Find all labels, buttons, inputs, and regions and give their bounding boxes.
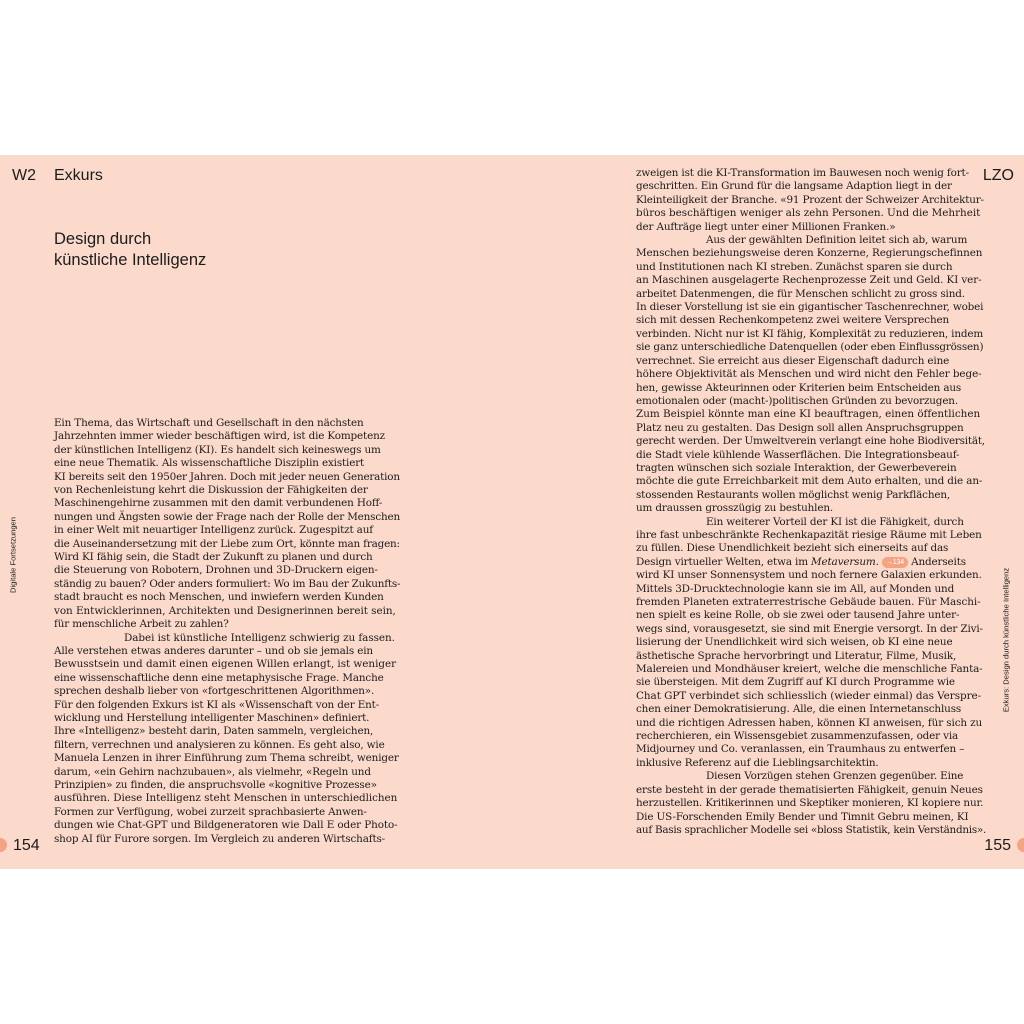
text-line: eine neue Thematik. Als wissenschaftliche Disziplin existiert (54, 457, 365, 470)
text-line: chen einer Demokratisierung. Alle, die einen Internetanschluss (636, 703, 962, 716)
text-line: lisierung der Unendlichkeit wird sich weisen, ob KI eine neue (636, 636, 953, 649)
text-line: wicklung und Herstellung intelligenter Maschinen» definiert. (54, 711, 370, 724)
title-line: Design durch (54, 230, 152, 248)
page-title (54, 229, 206, 271)
chapter-code-left: W2 (12, 167, 36, 184)
text-line: herzustellen. Kritikerinnen und Skeptiker monieren, KI kopiere nur. (636, 797, 984, 810)
text-line: sich mit dessen Rechenkompetenz zwei weitere Versprechen (636, 314, 950, 327)
text-line: Zum Beispiel könnte man eine KI beauftragen, einen öffentlichen (636, 408, 981, 421)
text-line: für menschliche Arbeit zu zahlen? (54, 618, 229, 631)
text-line: Platz neu zu gestalten. Das Design soll allen Anspruchsgruppen (636, 421, 964, 434)
text-line: darum, «ein Gehirn nachzubauen», als vielmehr, «Regeln und (54, 765, 371, 778)
text-line: Kleinteiligkeit der Branche. «91 Prozent der Schweizer Architektur- (636, 193, 984, 206)
text-line: Wird KI fähig sein, die Stadt der Zukunft zu planen und durch (54, 551, 373, 564)
text-line: nungen und Ängsten sowie der Frage nach der Rolle der Menschen (54, 510, 400, 523)
text-line: fremden Planeten extraterrestrische Gebäude bauen. Für Maschi- (636, 596, 981, 608)
cross-reference-badge[interactable]: →134 (882, 557, 908, 568)
book-spread (0, 155, 1024, 869)
side-label-right: Exkurs: Design durch künstliche Intelligenz (1001, 567, 1011, 713)
text-line: erste besteht in der gerade thematisierten Fähigkeit, genuin Neues (636, 783, 983, 796)
text-line: Prinzipien» zu finden, die anspruchsvolle «kognitive Prozesse» (54, 778, 377, 791)
text-line: sprechen deshalb lieber von «fortgeschrittenen Algorithmen». (54, 685, 375, 698)
text-line: Menschen beziehungsweise deren Konzerne, Regierungschefinnen (636, 247, 983, 260)
text-line: arbeitet Datenmengen, die für Menschen schlicht zu gross sind. (636, 287, 965, 300)
text-line: zweigen ist die KI-Transformation im Bauwesen noch wenig fort- (636, 167, 969, 179)
text-line: Maschinengehirne zusammen mit den damit verbundenen Hoff- (54, 497, 383, 510)
text-line: und die richtigen Adressen haben, können KI anweisen, für sich zu (636, 716, 983, 729)
text-line: um draussen grosszügig zu bestuhlen. (636, 502, 834, 515)
text-line: gerecht werden. Der Umweltverein verlangt eine hohe Biodiversität, (636, 435, 985, 448)
text-line: ihre fast unbeschränkte Rechenkapazität riesige Räume mit Leben (636, 528, 982, 541)
text-line: von Rechenleistung kehrt die Diskussion der Fähigkeiten der (54, 484, 368, 497)
text-line: KI bereits seit den 1950er Jahren. Doch mit jeder neuen Generation (54, 470, 400, 483)
text-line: sie übersteigen. Mit dem Zugriff auf KI durch Programme wie (636, 676, 955, 689)
text-line: in einer Welt mit neuartiger Intelligenz zurück. Zugespitzt auf (54, 524, 373, 537)
title-line: künstliche Intelligenz (54, 251, 207, 269)
text-line: filtern, verrechnen und analysieren zu können. Es geht also, wie (54, 738, 385, 751)
text-line: die Stadt viele kühlende Wasserflächen. Die Integrationsbeauf- (636, 448, 960, 461)
text-line: recherchieren, ein Wissensgebiet zusammenzufassen, oder via (636, 730, 959, 743)
text-line: Manuela Lenzen in ihrer Einführung zum Thema schreibt, weniger (54, 752, 399, 765)
text-line: Mittels 3D-Drucktechnologie kann sie im All, auf Monden und (636, 582, 955, 595)
text-line: Dabei ist künstliche Intelligenz schwierig zu fassen. (124, 631, 395, 644)
text-line: Formen zur Verfügung, wobei zurzeit sprachbasierte Anwen- (54, 805, 367, 818)
text-line: höhere Objektivität als Menschen und wird nicht den Fehler bege- (636, 368, 982, 381)
side-label-left: Digitale Fortsetzungen (8, 517, 18, 593)
text-line: nen spielt es keine Rolle, ob sie zwei oder tausend Jahre unter- (636, 609, 960, 622)
text-line: emotionalen oder (macht-)politischen Gründen zu bevorzugen. (636, 394, 959, 407)
text-line: an Maschinen ausgelagerte Rechenprozesse Zeit und Geld. KI ver- (636, 274, 982, 287)
text-line: wegs sind, vorausgesetzt, sie sind mit Energie versorgt. In der Zivi- (636, 622, 983, 635)
text-line: Diesen Vorzügen stehen Grenzen gegenüber. Eine (706, 770, 964, 783)
text-line: Chat GPT verbindet sich schliesslich (wieder einmal) das Verspre- (636, 689, 982, 702)
text-line: von Entwicklerinnen, Architekten und Designerinnen bereit sein, (54, 604, 396, 617)
text-line: auf Basis sprachlicher Modelle sei «bloss Statistik, kein Verständnis». (636, 823, 987, 836)
text-line: shop AI für Furore sorgen. Im Vergleich zu anderen Wirtschafts- (54, 832, 386, 845)
text-line: sie ganz unterschiedliche Datenquellen (oder eben Einflussgrössen) (636, 341, 984, 354)
italic-term: Metaversum. (811, 555, 879, 568)
text-line: hen, gewisse Akteurinnen oder Kriterien beim Entscheiden aus (636, 381, 962, 394)
text-line: Für den folgenden Exkurs ist KI als «Wissenschaft von der Ent- (54, 698, 380, 711)
page-number-right: 155 (984, 837, 1011, 854)
text-line: verbinden. Nicht nur ist KI fähig, Komplexität zu reduzieren, indem (636, 327, 984, 340)
text-line: Aus der gewählten Definition leitet sich ab, warum (706, 234, 968, 247)
text-line: dungen wie Chat-GPT und Bildgeneratoren wie Dall E oder Photo- (54, 819, 398, 832)
text-line: die Steuerung von Robotern, Drohnen und 3D-Druckern eigen- (54, 564, 378, 577)
text-segment: Design virtueller Welten, etwa im (636, 555, 812, 568)
text-line: die Auseinandersetzung mit der Liebe zum Ort, könnte man fragen: (54, 537, 400, 550)
text-line: möchte die gute Erreichbarkeit mit dem Auto erhalten, und die an- (636, 475, 983, 488)
text-line: Ihre «Intelligenz» besteht darin, Daten sammeln, vergleichen, (54, 725, 374, 738)
text-line: der Aufträge liegt unter einer Millionen Franken.» (636, 220, 896, 233)
text-line: ausführen. Diese Intelligenz steht Menschen in unterschiedlichen (54, 792, 398, 805)
text-line: Die US-Forschenden Emily Bender und Timnit Gebru meinen, KI (636, 810, 969, 823)
text-line: zu füllen. Diese Unendlichkeit bezieht sich einerseits auf das (636, 542, 949, 555)
text-line: geschritten. Ein Grund für die langsame Adaption liegt in der (636, 180, 952, 193)
text-line: und Institutionen nach KI streben. Zunächst sparen sie durch (636, 260, 953, 273)
text-line-with-reference (636, 556, 970, 569)
page-number-left: 154 (13, 837, 40, 854)
body-text-right (636, 167, 987, 837)
page-marker-dot-right (1017, 838, 1024, 852)
text-line: stossenden Restaurants wollen möglichst wenig Parkflächen, (636, 488, 951, 501)
text-line: eine wissenschaftliche denn eine metaphysische Frage. Manche (54, 671, 384, 684)
text-line: Ein Thema, das Wirtschaft und Gesellschaft in den nächsten (54, 417, 364, 429)
text-line: Jahrzehnten immer wieder beschäftigen wird, ist die Kompetenz (54, 430, 385, 443)
chapter-code-right: LZO (982, 167, 1014, 184)
text-line: In dieser Vorstellung ist sie ein gigantischer Taschenrechner, wobei (636, 301, 984, 314)
text-line: der künstlichen Intelligenz (KI). Es handelt sich keineswegs um (54, 443, 381, 456)
text-segment: Anderseits (907, 555, 966, 568)
section-label: Exkurs (54, 167, 103, 184)
text-line: büros beschäftigen weniger als zehn Personen. Und die Mehrheit (636, 207, 981, 220)
text-line: Alle verstehen etwas anderes darunter – und ob sie jemals ein (54, 644, 373, 657)
text-line: stadt braucht es noch Menschen, und inwiefern werden Kunden (54, 591, 384, 604)
text-line: wird KI unser Sonnensystem und noch fernere Galaxien erkunden. (636, 569, 982, 582)
text-line: ästhetische Sprache hervorbringt und Literatur, Filme, Musik, (636, 649, 957, 662)
text-line: ständig zu bauen? Oder anders formuliert: Wo im Bau der Zukunfts- (54, 577, 401, 590)
text-line: Bewusstsein und damit einen eigenen Willen erlangt, ist weniger (54, 658, 397, 671)
text-line: Ein weiterer Vorteil der KI ist die Fähigkeit, durch (706, 515, 964, 528)
page-marker-dot-left (0, 838, 7, 852)
text-line: verrechnet. Sie erreicht aus dieser Eigenschaft dadurch eine (636, 354, 950, 367)
text-line: Malereien und Mondhäuser kreiert, welche die menschliche Fanta- (636, 663, 983, 676)
text-line: tragten wünschen sich soziale Interaktion, der Gewerbeverein (636, 461, 957, 474)
text-line: inklusive Referenz auf die Lieblingsarchitektin. (636, 756, 879, 769)
text-line: Midjourney und Co. veranlassen, ein Traumhaus zu entwerfen – (636, 743, 965, 756)
body-text-left (54, 417, 401, 846)
